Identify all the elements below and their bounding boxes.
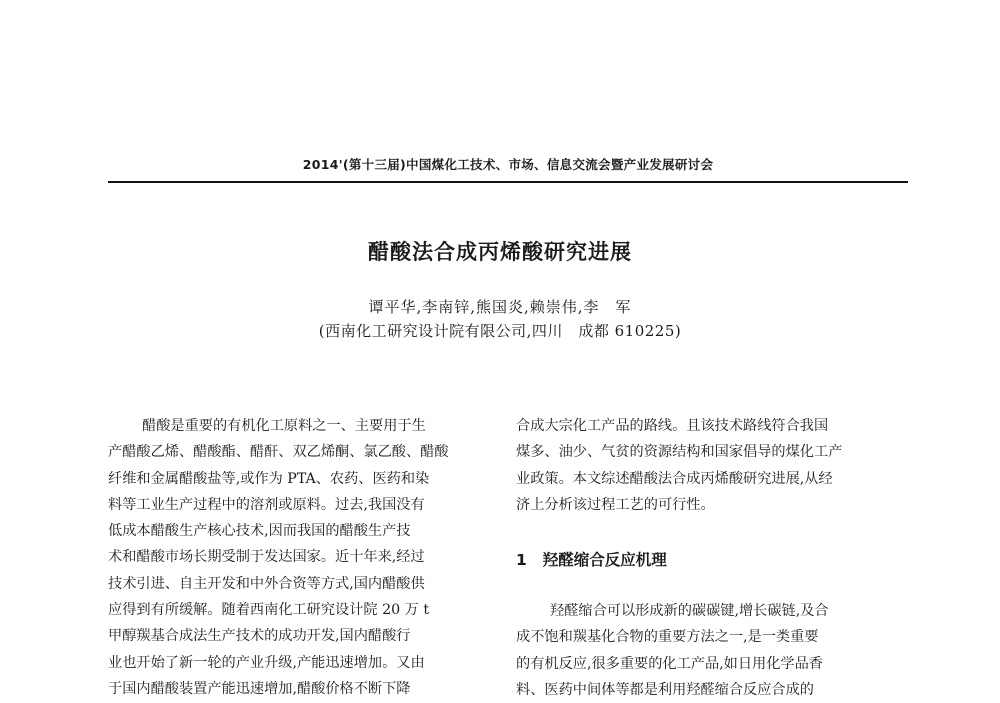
text-line: 技术引进、自主开发和中外合资等方式,国内醋酸供	[108, 575, 425, 592]
text-line: 纤维和金属醋酸盐等,或作为 PTA、农药、医药和染	[108, 470, 430, 487]
section-body	[516, 598, 894, 698]
text-line: 羟醛缩合可以形成新的碳碳键,增长碳链,及合	[550, 603, 829, 619]
text-line: 煤多、油少、气贫的资源结构和国家倡导的煤化工产	[516, 444, 843, 461]
header-rule	[108, 181, 908, 183]
text-line: 合成大宗化工产品的路线。且该技术路线符合我国	[516, 418, 829, 434]
paper-title: 醋酸法合成丙烯酸研究进展	[368, 240, 632, 264]
text-line: 低成本醋酸生产核心技术,因而我国的醋酸生产技	[108, 523, 411, 540]
running-header-text: 2014'(第十三届)中国煤化工技术、市场、信息交流会暨产业发展研讨会	[302, 157, 714, 172]
text-line: 术和醋酸市场长期受制于发达国家。近十年来,经过	[108, 549, 425, 566]
affiliation: (西南化工研究设计院有限公司,四川 成都 610225)	[318, 322, 682, 340]
text-line: 济上分析该过程工艺的可行性。	[516, 496, 715, 513]
text-line: 业也开始了新一轮的产业升级,产能迅速增加。又由	[108, 654, 425, 671]
text-line: 产醋酸乙烯、醋酸酯、醋酐、双乙烯酮、氯乙酸、醋酸	[108, 444, 449, 461]
right-column	[516, 413, 894, 518]
text-line: 成不饱和羰基化合物的重要方法之一,是一类重要	[516, 629, 819, 646]
left-column	[108, 413, 480, 697]
text-line: 醋酸是重要的有机化工原料之一、主要用于生	[142, 418, 426, 434]
text-line: 料、医药中间体等都是利用羟醛缩合反应合成的	[516, 681, 814, 698]
running-header	[108, 152, 908, 186]
text-line: 应得到有所缓解。随着西南化工研究设计院 20 万 t	[108, 602, 430, 619]
text-line: 业政策。本文综述醋酸法合成丙烯酸研究进展,从经	[516, 470, 833, 487]
section-heading	[516, 548, 667, 570]
text-line: 的有机反应,很多重要的化工产品,如日用化学品香	[516, 655, 823, 672]
text-line: 于国内醋酸装置产能迅速增加,醋酸价格不断下降	[108, 680, 411, 697]
text-line: 甲醇羰基合成法生产技术的成功开发,国内醋酸行	[108, 628, 411, 645]
section-number: 1	[516, 551, 527, 569]
author-list: 谭平华,李南锌,熊国炎,赖崇伟,李 军	[368, 298, 632, 316]
text-line: 料等工业生产过程中的溶剂或原料。过去,我国没有	[108, 496, 425, 513]
section-title: 羟醛缩合反应机理	[542, 551, 667, 569]
